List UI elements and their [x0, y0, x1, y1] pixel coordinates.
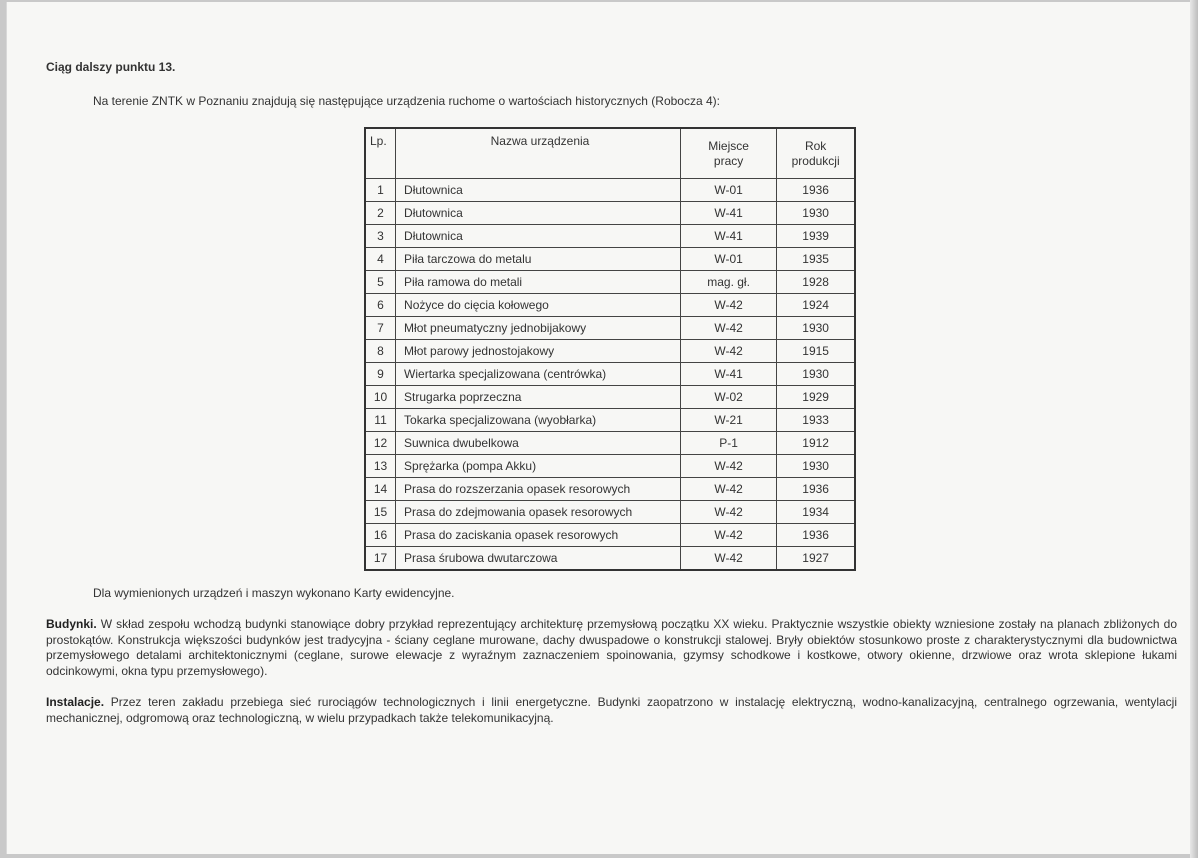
cell-lp: 14	[365, 478, 396, 501]
table-row	[365, 179, 855, 202]
cell-name: Dłutownica	[396, 202, 681, 225]
cell-place: W-41	[680, 363, 776, 386]
cell-name: Nożyce do cięcia kołowego	[396, 294, 681, 317]
header-year	[777, 128, 855, 179]
cell-name: Dłutownica	[396, 225, 681, 248]
cell-place: W-02	[680, 386, 776, 409]
header-year-line2: produkcji	[791, 153, 840, 168]
cell-lp: 2	[365, 202, 396, 225]
cell-year: 1927	[777, 547, 855, 571]
table-row	[365, 386, 855, 409]
page-edge	[1190, 0, 1198, 858]
cell-year: 1936	[777, 524, 855, 547]
cell-place: W-01	[680, 248, 776, 271]
intro-text: Na terenie ZNTK w Poznaniu znajdują się następujące urządzenia ruchome o wartościach historycznych (Robocza 4):	[93, 94, 720, 108]
table-row	[365, 547, 855, 571]
cell-year: 1924	[777, 294, 855, 317]
table-row	[365, 340, 855, 363]
cell-year: 1929	[777, 386, 855, 409]
cell-year: 1939	[777, 225, 855, 248]
header-place	[680, 128, 776, 179]
buildings-label: Budynki.	[46, 617, 97, 631]
cell-name: Tokarka specjalizowana (wyobłarka)	[396, 409, 681, 432]
cell-lp: 5	[365, 271, 396, 294]
table-row	[365, 225, 855, 248]
cell-lp: 15	[365, 501, 396, 524]
table-row	[365, 524, 855, 547]
cell-lp: 3	[365, 225, 396, 248]
cell-place: W-21	[680, 409, 776, 432]
cell-lp: 4	[365, 248, 396, 271]
cell-year: 1935	[777, 248, 855, 271]
cell-name: Piła ramowa do metali	[396, 271, 681, 294]
table-row	[365, 455, 855, 478]
cell-year: 1936	[777, 478, 855, 501]
header-year-line1: Rok	[804, 138, 827, 153]
table-row	[365, 432, 855, 455]
cell-name: Sprężarka (pompa Akku)	[396, 455, 681, 478]
cell-year: 1930	[777, 317, 855, 340]
cell-place: W-01	[680, 179, 776, 202]
cell-lp: 9	[365, 363, 396, 386]
table-row	[365, 271, 855, 294]
header-place-line2: pracy	[713, 153, 744, 168]
cell-place: W-41	[680, 225, 776, 248]
cell-place: P-1	[680, 432, 776, 455]
cell-name: Prasa do zdejmowania opasek resorowych	[396, 501, 681, 524]
table-row	[365, 294, 855, 317]
section-heading: Ciąg dalszy punktu 13.	[46, 60, 176, 74]
table-row	[365, 478, 855, 501]
records-note: Dla wymienionych urządzeń i maszyn wykonano Karty ewidencyjne.	[93, 586, 455, 600]
cell-lp: 6	[365, 294, 396, 317]
cell-lp: 11	[365, 409, 396, 432]
cell-name: Piła tarczowa do metalu	[396, 248, 681, 271]
cell-name: Młot parowy jednostojakowy	[396, 340, 681, 363]
table-row	[365, 248, 855, 271]
cell-place: mag. gł.	[680, 271, 776, 294]
cell-year: 1915	[777, 340, 855, 363]
installations-text: Przez teren zakładu przebiega sieć rurociągów technologicznych i linii energetyczne. Budynki zaopatrzono w instalację elektryczną, wodno-kanalizacyjną, centralnego ogrzewania, wentylacji mechanicznej, odgromową oraz technologiczną, w wielu przypadkach także telekomunikacyjną.	[46, 695, 1177, 725]
cell-name: Młot pneumatyczny jednobijakowy	[396, 317, 681, 340]
cell-year: 1934	[777, 501, 855, 524]
cell-year: 1912	[777, 432, 855, 455]
cell-place: W-42	[680, 294, 776, 317]
cell-place: W-42	[680, 455, 776, 478]
cell-year: 1930	[777, 363, 855, 386]
header-lp: Lp.	[365, 128, 396, 179]
cell-year: 1928	[777, 271, 855, 294]
cell-name: Dłutownica	[396, 179, 681, 202]
cell-lp: 8	[365, 340, 396, 363]
cell-place: W-42	[680, 340, 776, 363]
installations-paragraph	[46, 695, 1177, 726]
cell-name: Prasa do rozszerzania opasek resorowych	[396, 478, 681, 501]
cell-year: 1933	[777, 409, 855, 432]
installations-label: Instalacje.	[46, 695, 105, 709]
cell-lp: 17	[365, 547, 396, 571]
cell-place: W-42	[680, 524, 776, 547]
cell-year: 1930	[777, 202, 855, 225]
table-row	[365, 202, 855, 225]
table-row	[365, 317, 855, 340]
buildings-paragraph	[46, 617, 1177, 679]
cell-lp: 12	[365, 432, 396, 455]
cell-lp: 1	[365, 179, 396, 202]
cell-place: W-42	[680, 547, 776, 571]
cell-name: Strugarka poprzeczna	[396, 386, 681, 409]
header-place-line1: Miejsce	[708, 138, 749, 153]
cell-name: Wiertarka specjalizowana (centrówka)	[396, 363, 681, 386]
cell-name: Prasa do zaciskania opasek resorowych	[396, 524, 681, 547]
cell-place: W-42	[680, 317, 776, 340]
cell-name: Prasa śrubowa dwutarczowa	[396, 547, 681, 571]
table-header-row	[365, 128, 855, 179]
cell-name: Suwnica dwubelkowa	[396, 432, 681, 455]
table-row	[365, 501, 855, 524]
cell-lp: 10	[365, 386, 396, 409]
cell-year: 1930	[777, 455, 855, 478]
cell-place: W-42	[680, 478, 776, 501]
cell-lp: 13	[365, 455, 396, 478]
buildings-text: W skład zespołu wchodzą budynki stanowiące dobry przykład reprezentujący architekturę przemysłową początku XX wieku. Praktycznie wszystkie obiekty wzniesione zostały na planach zbliżonych do prostokątów. Konstrukcja większości budynków jest tradycyjna - ściany ceglane murowane, dachy dwuspadowe o konstrukcji stalowej. Bryły obiektów stosunkowo proste z charakterystycznymi dla budownictwa przemysłowego detalami architektonicznymi (ceglane, surowe elewacje z wyraźnym zaznaczeniem spoinowania, gzymsy schodkowe i kostkowe, otwory okienne, drzwiowe oraz wrota sklepione łukami odcinkowymi, okna typu przemysłowego).	[46, 617, 1177, 678]
cell-lp: 16	[365, 524, 396, 547]
cell-lp: 7	[365, 317, 396, 340]
header-name: Nazwa urządzenia	[396, 128, 681, 179]
document-page	[6, 2, 1190, 854]
cell-place: W-41	[680, 202, 776, 225]
devices-table	[364, 127, 856, 571]
table-row	[365, 363, 855, 386]
cell-year: 1936	[777, 179, 855, 202]
cell-place: W-42	[680, 501, 776, 524]
table-row	[365, 409, 855, 432]
